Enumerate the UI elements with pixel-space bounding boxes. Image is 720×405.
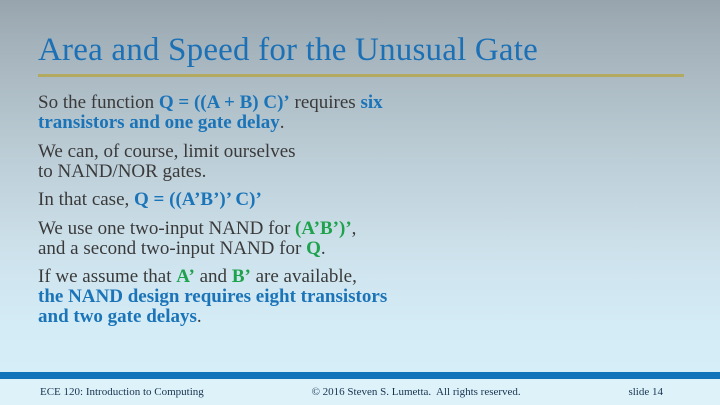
footer-slide-number: slide 14 (628, 386, 663, 398)
text-segment: and two gate delays (38, 306, 197, 327)
text-segment: Q = ((A’B’)’ C)’ (134, 189, 262, 210)
paragraph (38, 142, 698, 182)
text-segment: are available, (250, 266, 357, 287)
text-segment: . (279, 112, 285, 133)
text-segment: and a second two-input NAND for (38, 237, 307, 259)
text-segment: to NAND/NOR gates. (38, 160, 207, 182)
text-segment: requires (289, 92, 361, 113)
text-segment: transistors and one gate delay (38, 112, 280, 133)
paragraph (38, 267, 698, 327)
text-segment: A’ (176, 266, 195, 287)
paragraph (38, 190, 698, 210)
text-segment: (A’B’)’ (295, 217, 352, 239)
text-segment: . (320, 237, 326, 259)
text-segment: We can, of course, limit ourselves (38, 140, 296, 162)
slide-body (38, 93, 698, 336)
footer-course-label: ECE 120: Introduction to Computing (40, 386, 204, 398)
text-segment: B’ (231, 266, 251, 287)
text-segment: six (360, 92, 383, 113)
text-segment: Q = ((A + B) C)’ (158, 92, 290, 113)
footer (0, 379, 720, 405)
text-segment: In that case, (38, 189, 135, 210)
footer-divider-bar (0, 372, 720, 379)
slide-title: Area and Speed for the Unusual Gate (38, 32, 538, 68)
paragraph (38, 219, 698, 259)
footer-copyright: © 2016 Steven S. Lumetta. All rights reserved. (311, 386, 521, 398)
text-segment: So the function (38, 92, 159, 113)
paragraph (38, 93, 698, 133)
text-segment: We use one two-input NAND for (38, 217, 296, 239)
text-segment: the NAND design requires eight transistors (38, 286, 388, 307)
title-rule (38, 74, 684, 77)
text-segment: and (194, 266, 232, 287)
text-segment: . (196, 306, 202, 327)
text-segment: If we assume that (38, 266, 177, 287)
text-segment: Q (306, 237, 321, 259)
text-segment: , (351, 217, 357, 239)
